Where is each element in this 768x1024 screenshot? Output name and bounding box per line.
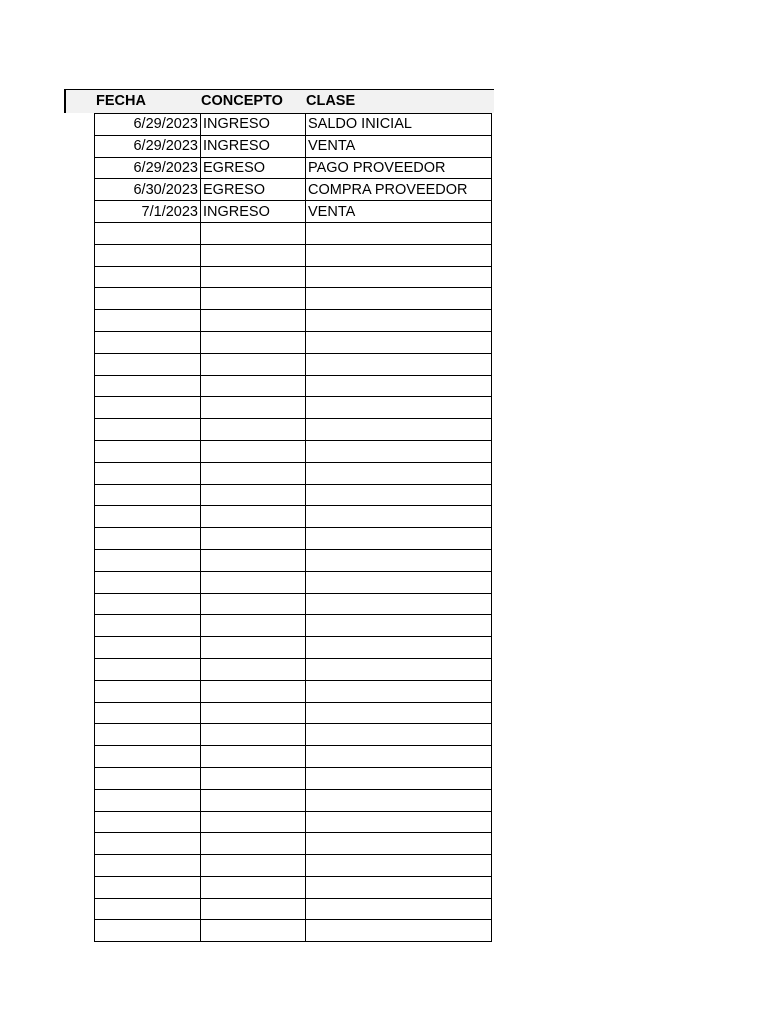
- cell-fecha[interactable]: [95, 244, 201, 266]
- cell-clase[interactable]: [306, 767, 492, 789]
- cell-fecha[interactable]: [95, 266, 201, 288]
- table-row: [95, 549, 492, 571]
- table-row: [95, 201, 492, 223]
- cell-clase[interactable]: COMPRA PROVEEDOR: [306, 179, 492, 201]
- cell-clase[interactable]: [306, 506, 492, 528]
- cell-clase[interactable]: [306, 680, 492, 702]
- cell-fecha[interactable]: 6/29/2023: [95, 157, 201, 179]
- cell-fecha[interactable]: [95, 680, 201, 702]
- cell-fecha[interactable]: [95, 811, 201, 833]
- cell-clase[interactable]: [306, 288, 492, 310]
- cell-concepto[interactable]: [201, 506, 306, 528]
- table-row: [95, 767, 492, 789]
- cell-concepto[interactable]: [201, 593, 306, 615]
- data-table: [94, 113, 492, 942]
- cell-fecha[interactable]: [95, 222, 201, 244]
- cell-clase[interactable]: [306, 549, 492, 571]
- cell-concepto[interactable]: [201, 244, 306, 266]
- cell-concepto[interactable]: [201, 898, 306, 920]
- table-row: [95, 440, 492, 462]
- cell-fecha[interactable]: [95, 855, 201, 877]
- table-row: [95, 789, 492, 811]
- cell-clase[interactable]: [306, 484, 492, 506]
- cell-fecha[interactable]: [95, 353, 201, 375]
- cell-clase[interactable]: [306, 593, 492, 615]
- cell-clase[interactable]: [306, 331, 492, 353]
- table-row: [95, 593, 492, 615]
- cell-fecha[interactable]: [95, 484, 201, 506]
- cell-concepto[interactable]: [201, 746, 306, 768]
- table-row: [95, 179, 492, 201]
- cell-concepto[interactable]: [201, 375, 306, 397]
- table-row: [95, 375, 492, 397]
- table-row: [95, 920, 492, 942]
- cell-clase[interactable]: [306, 266, 492, 288]
- cell-concepto[interactable]: [201, 310, 306, 332]
- table-row: [95, 702, 492, 724]
- table-row: [95, 484, 492, 506]
- cell-clase[interactable]: [306, 440, 492, 462]
- cell-concepto[interactable]: [201, 855, 306, 877]
- cell-clase[interactable]: [306, 876, 492, 898]
- table-row: [95, 419, 492, 441]
- cell-fecha[interactable]: [95, 702, 201, 724]
- cell-concepto[interactable]: [201, 680, 306, 702]
- cell-clase[interactable]: [306, 746, 492, 768]
- cell-fecha[interactable]: [95, 593, 201, 615]
- table-row: [95, 833, 492, 855]
- cell-fecha[interactable]: [95, 833, 201, 855]
- cell-fecha[interactable]: [95, 419, 201, 441]
- cell-concepto[interactable]: EGRESO: [201, 157, 306, 179]
- table-row: [95, 571, 492, 593]
- cell-concepto[interactable]: [201, 920, 306, 942]
- cell-fecha[interactable]: [95, 920, 201, 942]
- cell-fecha[interactable]: 6/30/2023: [95, 179, 201, 201]
- cell-clase[interactable]: VENTA: [306, 135, 492, 157]
- table-row: [95, 310, 492, 332]
- cell-concepto[interactable]: [201, 571, 306, 593]
- cell-fecha[interactable]: [95, 375, 201, 397]
- cell-clase[interactable]: [306, 920, 492, 942]
- cell-clase[interactable]: [306, 397, 492, 419]
- cell-fecha[interactable]: [95, 637, 201, 659]
- cell-concepto[interactable]: [201, 702, 306, 724]
- column-header-clase: CLASE: [306, 93, 356, 109]
- cell-fecha[interactable]: [95, 746, 201, 768]
- cell-clase[interactable]: [306, 310, 492, 332]
- cell-clase[interactable]: [306, 419, 492, 441]
- column-header-fecha: FECHA: [96, 93, 146, 109]
- cell-fecha[interactable]: [95, 724, 201, 746]
- cell-concepto[interactable]: [201, 789, 306, 811]
- cell-fecha[interactable]: [95, 615, 201, 637]
- cell-fecha[interactable]: 6/29/2023: [95, 114, 201, 136]
- table-row: [95, 397, 492, 419]
- table-row: [95, 506, 492, 528]
- cell-fecha[interactable]: [95, 310, 201, 332]
- table-row: [95, 746, 492, 768]
- cell-concepto[interactable]: [201, 266, 306, 288]
- table-row: [95, 615, 492, 637]
- cell-concepto[interactable]: [201, 288, 306, 310]
- cell-fecha[interactable]: [95, 658, 201, 680]
- table-row: [95, 157, 492, 179]
- cell-fecha[interactable]: [95, 288, 201, 310]
- cell-clase[interactable]: [306, 833, 492, 855]
- table-row: [95, 222, 492, 244]
- cell-clase[interactable]: [306, 898, 492, 920]
- cell-fecha[interactable]: [95, 462, 201, 484]
- cell-concepto[interactable]: [201, 724, 306, 746]
- table-row: [95, 637, 492, 659]
- cell-concepto[interactable]: [201, 637, 306, 659]
- cell-concepto[interactable]: [201, 397, 306, 419]
- table-row: [95, 244, 492, 266]
- table-row: [95, 528, 492, 550]
- cell-concepto[interactable]: [201, 353, 306, 375]
- table-body: [95, 114, 492, 942]
- cell-fecha[interactable]: [95, 789, 201, 811]
- table-row: [95, 353, 492, 375]
- table-row: [95, 114, 492, 136]
- table-row: [95, 266, 492, 288]
- cell-fecha[interactable]: 6/29/2023: [95, 135, 201, 157]
- table-row: [95, 898, 492, 920]
- table-row: [95, 288, 492, 310]
- table-row: [95, 724, 492, 746]
- cell-fecha[interactable]: [95, 549, 201, 571]
- column-header-concepto: CONCEPTO: [201, 93, 283, 109]
- cell-clase[interactable]: [306, 637, 492, 659]
- cell-concepto[interactable]: [201, 331, 306, 353]
- cell-clase[interactable]: [306, 702, 492, 724]
- cell-clase[interactable]: [306, 528, 492, 550]
- cell-clase[interactable]: [306, 244, 492, 266]
- cell-fecha[interactable]: [95, 506, 201, 528]
- cell-fecha[interactable]: [95, 440, 201, 462]
- cell-clase[interactable]: [306, 353, 492, 375]
- cell-clase[interactable]: [306, 222, 492, 244]
- cell-clase[interactable]: [306, 855, 492, 877]
- cell-clase[interactable]: PAGO PROVEEDOR: [306, 157, 492, 179]
- table-header: [94, 89, 494, 113]
- cell-concepto[interactable]: [201, 484, 306, 506]
- cell-clase[interactable]: [306, 724, 492, 746]
- cell-concepto[interactable]: [201, 462, 306, 484]
- cell-fecha[interactable]: [95, 898, 201, 920]
- cell-concepto[interactable]: [201, 615, 306, 637]
- cell-fecha[interactable]: [95, 876, 201, 898]
- table-row: [95, 331, 492, 353]
- cell-clase[interactable]: [306, 462, 492, 484]
- cell-concepto[interactable]: [201, 440, 306, 462]
- cell-concepto[interactable]: INGRESO: [201, 201, 306, 223]
- cell-clase[interactable]: [306, 789, 492, 811]
- cell-fecha[interactable]: [95, 331, 201, 353]
- cell-concepto[interactable]: [201, 528, 306, 550]
- table-row: [95, 658, 492, 680]
- cell-clase[interactable]: [306, 375, 492, 397]
- cell-fecha[interactable]: [95, 767, 201, 789]
- cell-concepto[interactable]: [201, 222, 306, 244]
- cell-clase[interactable]: [306, 615, 492, 637]
- cell-concepto[interactable]: [201, 419, 306, 441]
- cell-concepto[interactable]: EGRESO: [201, 179, 306, 201]
- cell-clase[interactable]: SALDO INICIAL: [306, 114, 492, 136]
- table-row: [95, 876, 492, 898]
- cell-clase[interactable]: [306, 571, 492, 593]
- cell-fecha[interactable]: [95, 528, 201, 550]
- cell-concepto[interactable]: [201, 549, 306, 571]
- table-row: [95, 135, 492, 157]
- table-row: [95, 462, 492, 484]
- table-row: [95, 855, 492, 877]
- cell-concepto[interactable]: [201, 767, 306, 789]
- cell-concepto[interactable]: INGRESO: [201, 114, 306, 136]
- cell-fecha[interactable]: [95, 397, 201, 419]
- cell-clase[interactable]: [306, 658, 492, 680]
- cell-concepto[interactable]: INGRESO: [201, 135, 306, 157]
- cell-clase[interactable]: VENTA: [306, 201, 492, 223]
- cell-concepto[interactable]: [201, 876, 306, 898]
- cell-concepto[interactable]: [201, 811, 306, 833]
- table-row: [95, 680, 492, 702]
- cell-fecha[interactable]: [95, 571, 201, 593]
- cell-concepto[interactable]: [201, 833, 306, 855]
- cell-concepto[interactable]: [201, 658, 306, 680]
- cell-fecha[interactable]: 7/1/2023: [95, 201, 201, 223]
- table-row: [95, 811, 492, 833]
- cell-clase[interactable]: [306, 811, 492, 833]
